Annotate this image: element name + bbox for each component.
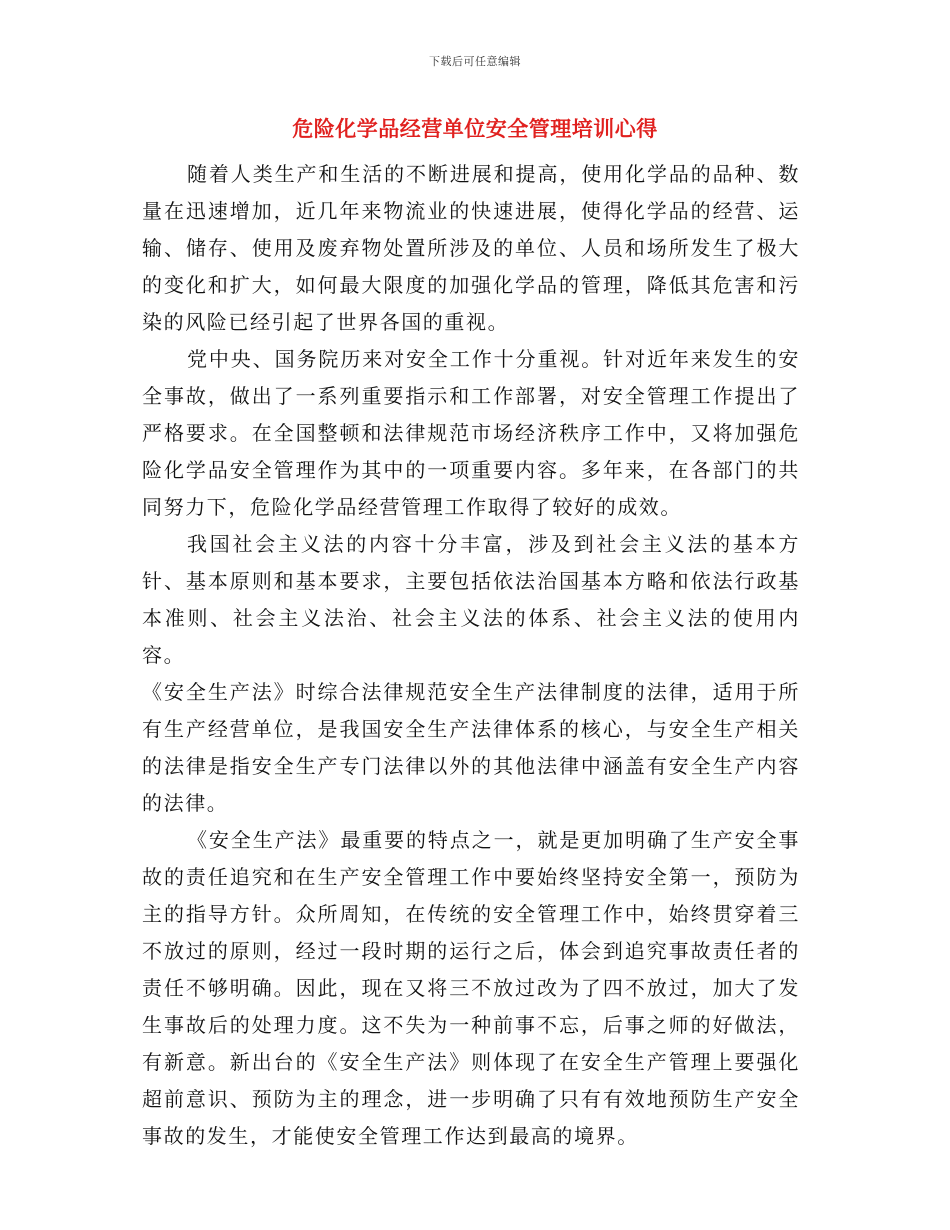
paragraph-5: 《安全生产法》最重要的特点之一，就是更加明确了生产安全事故的责任追究和在生产安全管理工作中要始终坚持安全第一，预防为主的指导方针。众所周知，在传统的安全管理工作中，始终贯穿着三不放过的原则，经过一段时期的运行之后，体会到追究事故责任者的责任不够明确。因此，现在又将三不放过改为了四不放过，加大了发生事故后的处理力度。这不失为一种前事不忘，后事之师的好做法，有新意。新出台的《安全生产法》则体现了在安全生产管理上要强化超前意识、预防为主的理念，进一步明确了只有有效地预防生产安全事故的发生，才能使安全管理工作达到最高的境界。	[142, 828, 800, 1148]
paragraph-4: 《安全生产法》时综合法律规范安全生产法律制度的法律，适用于所有生产经营单位，是我国安全生产法律体系的核心，与安全生产相关的法律是指安全生产专门法律以外的其他法律中涵盖有安全生产内容的法律。	[142, 680, 800, 815]
document-body	[142, 156, 800, 1155]
header-note: 下载后可任意编辑	[429, 55, 521, 68]
paragraph-3: 我国社会主义法的内容十分丰富，涉及到社会主义法的基本方针、基本原则和基本要求，主要包括依法治国基本方略和依法行政基本准则、社会主义法治、社会主义法的体系、社会主义法的使用内容。	[142, 532, 800, 667]
paragraph-2: 党中央、国务院历来对安全工作十分重视。针对近年来发生的安全事故，做出了一系列重要指示和工作部署，对安全管理工作提出了严格要求。在全国整顿和法律规范市场经济秩序工作中，又将加强危险化学品安全管理作为其中的一项重要内容。多年来，在各部门的共同努力下，危险化学品经营管理工作取得了较好的成效。	[142, 347, 800, 519]
document-title: 危险化学品经营单位安全管理培训心得	[292, 116, 658, 141]
paragraph-1: 随着人类生产和生活的不断进展和提高，使用化学品的品种、数量在迅速增加，近几年来物流业的快速进展，使得化学品的经营、运输、储存、使用及废弃物处置所涉及的单位、人员和场所发生了极大的变化和扩大，如何最大限度的加强化学品的管理，降低其危害和污染的风险已经引起了世界各国的重视。	[142, 162, 800, 334]
